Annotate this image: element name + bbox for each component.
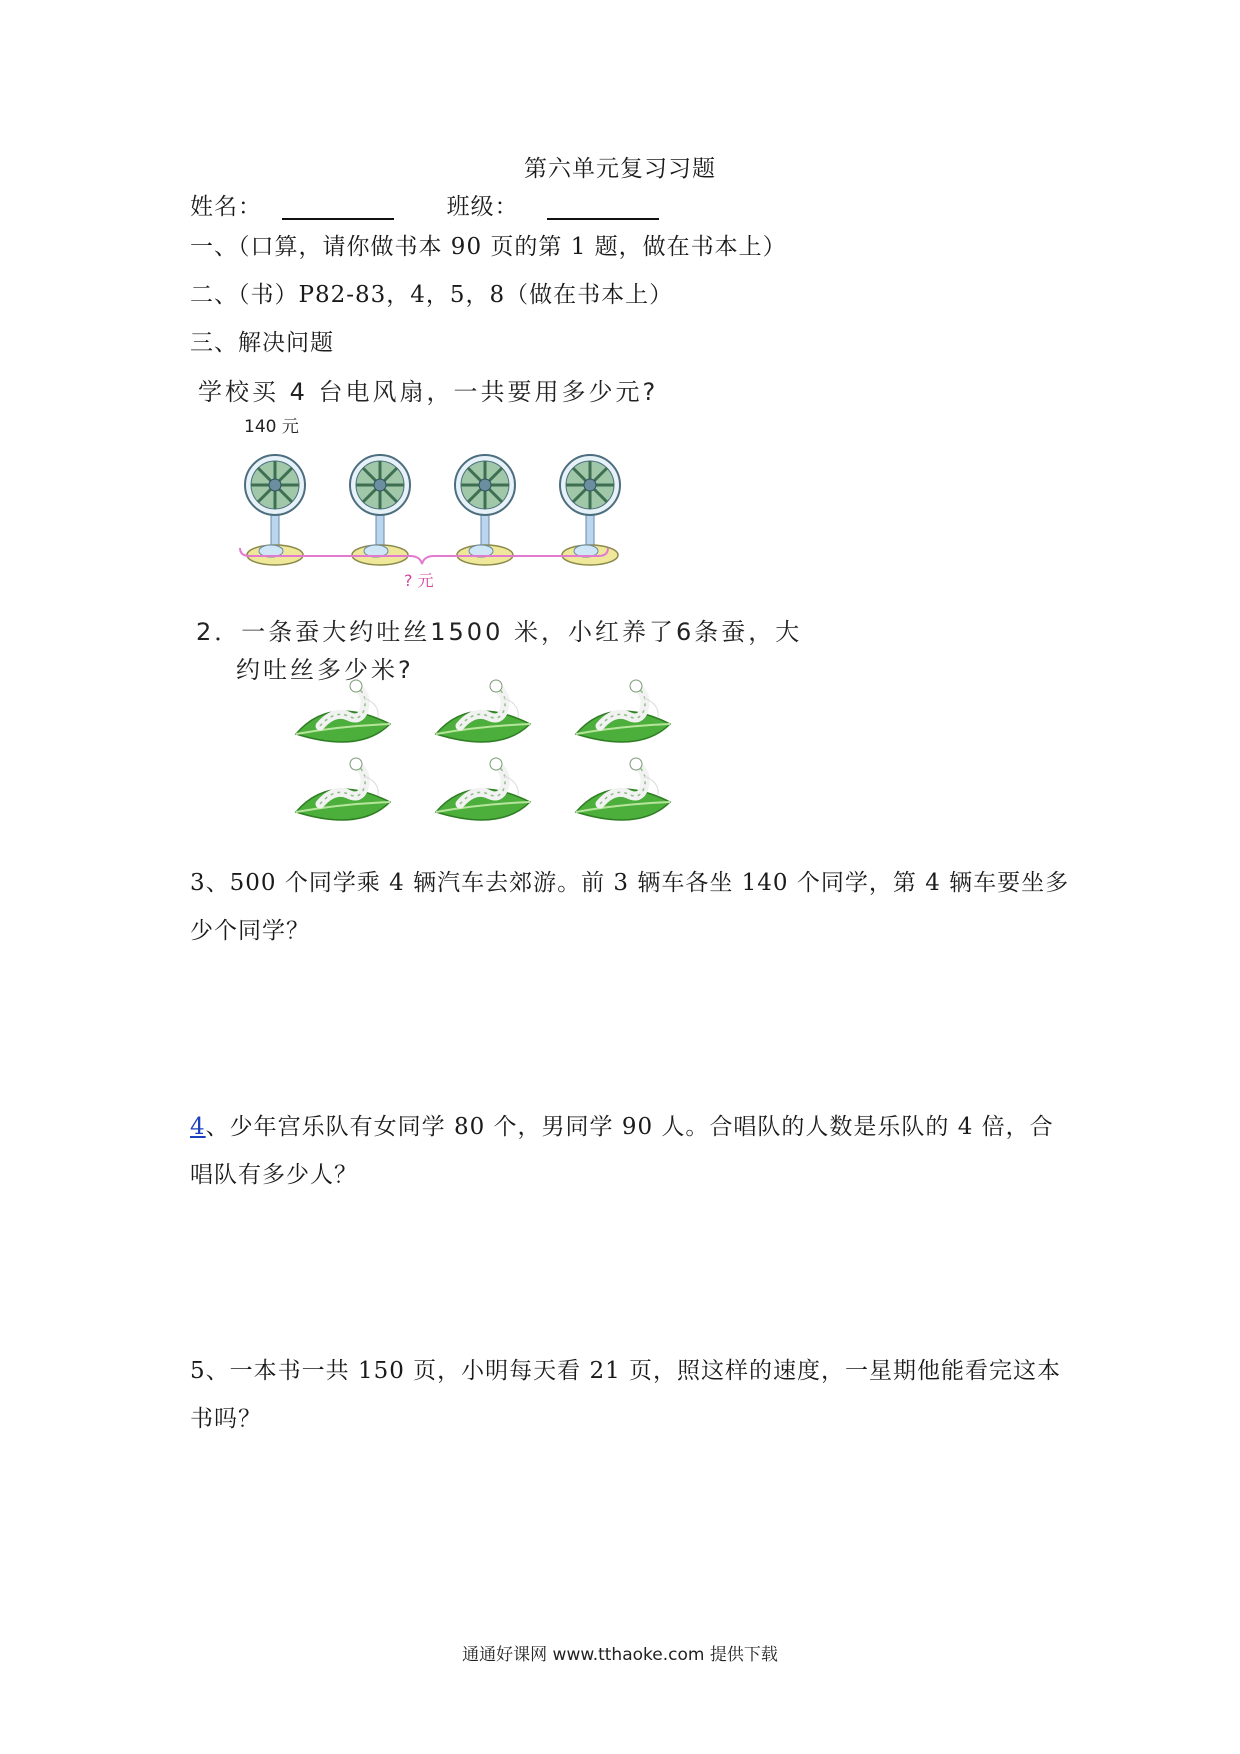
silkworm-on-leaf-icon — [296, 758, 390, 820]
name-blank[interactable] — [282, 196, 394, 220]
brace-label: ? 元 — [404, 571, 434, 590]
problem-4-line-1 — [190, 1108, 1054, 1141]
silkworm-on-leaf-icon — [436, 758, 530, 820]
silkworms-illustration — [290, 672, 690, 830]
class-blank[interactable] — [547, 196, 659, 220]
student-info-row — [190, 188, 659, 221]
electric-fan-icon — [560, 455, 620, 565]
fans-illustration — [230, 430, 630, 590]
problem-2-line-1: 2．一条蚕大约吐丝1500 米，小红养了6条蚕，大 — [196, 618, 803, 646]
silkworm-on-leaf-icon — [576, 680, 670, 742]
electric-fan-icon — [350, 455, 410, 565]
name-label: 姓名： — [190, 194, 262, 220]
section-one: 一、（口算，请你做书本 90 页的第 1 题，做在书本上） — [190, 234, 787, 260]
page-title: 第六单元复习习题 — [524, 156, 716, 182]
problem-4-line-2: 唱队有多少人？ — [190, 1162, 358, 1188]
page-footer: 通通好课网 www.tthaoke.com 提供下载 — [462, 1645, 778, 1665]
problem-2-line-2: 约吐丝多少米? — [236, 656, 414, 684]
section-two: 二、（书）P82-83，4，5，8（做在书本上） — [190, 282, 674, 308]
problem-3-line-2: 少个同学？ — [190, 918, 310, 944]
problem-4-number-link[interactable]: 4 — [190, 1114, 206, 1140]
problem-5-line-1: 5、一本书一共 150 页，小明每天看 21 页，照这样的速度，一星期他能看完这本 — [190, 1358, 1062, 1384]
class-label: 班级： — [446, 194, 519, 220]
electric-fan-icon — [455, 455, 515, 565]
electric-fan-icon — [245, 455, 305, 565]
silkworm-on-leaf-icon — [436, 680, 530, 742]
problem-3-line-1: 3、500 个同学乘 4 辆汽车去郊游。前 3 辆车各坐 140 个同学，第 4 辆车要坐多 — [190, 870, 1070, 896]
problem-4-text: 、少年宫乐队有女同学 80 个，男同学 90 人。合唱队的人数是乐队的 4 倍，合 — [205, 1114, 1054, 1140]
problem-5-line-2: 书吗？ — [190, 1406, 262, 1432]
silkworm-on-leaf-icon — [296, 680, 390, 742]
problem-1-text: 学校买 4 台电风扇，一共要用多少元? — [198, 378, 659, 406]
section-three: 三、解决问题 — [190, 330, 334, 356]
silkworm-on-leaf-icon — [576, 758, 670, 820]
fan-price-label: 140 元 — [244, 417, 299, 437]
